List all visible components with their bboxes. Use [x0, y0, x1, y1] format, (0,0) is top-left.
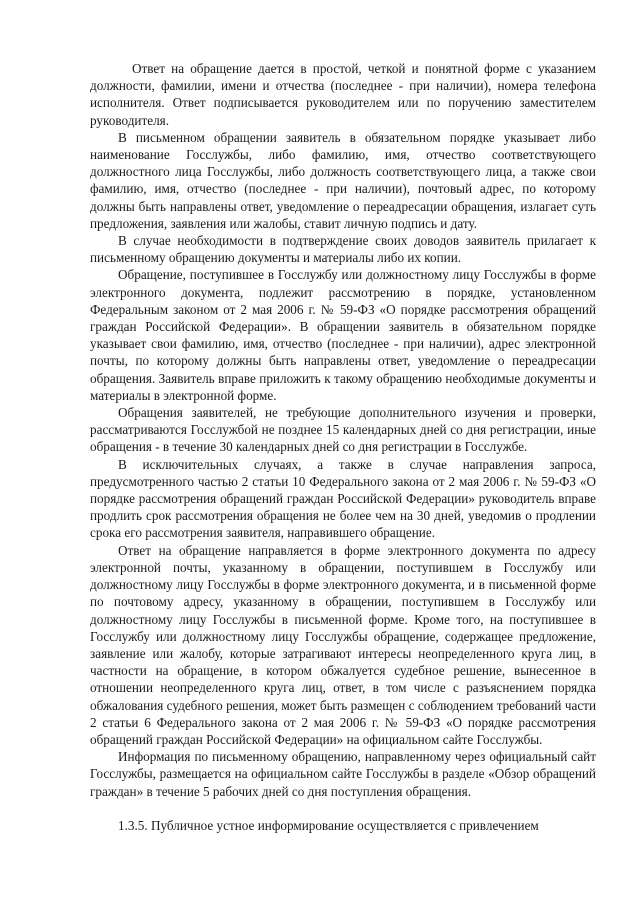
paragraph-review-terms: Обращения заявителей, не требующие дополнительного изучения и проверки, рассматриваются Госслужбой не позднее 15 календарных дней со дня регистрации, иные обращения - в течение 30 календарных дней со дня регистрации в Госслужбе. — [90, 405, 596, 455]
paragraph-answer-delivery: Ответ на обращение направляется в форме электронного документа по адресу электронной почты, указанному в обращении, поступившем в Госслужбу или должностному лицу Госслужбы в форме электронного документа, и в письменной форме по почтовому адресу, указанному в обращении, поступившем в Госслужбу или должностному лицу Госслужбы в письменной форме. Кроме того, на поступившее в Госслужбу или должностному лицу Госслужбы обращение, содержащее предложение, заявление или жалобу, которые затрагивают интересы неопределенного круга лиц, в частности на обращение, в котором обжалуется судебное решение, вынесенное в отношении неопределенного круга лиц, ответ, в том числе с разъяснением порядка обжалования судебного решения, может быть размещен с соблюдением требований части 2 статьи 6 Федерального закона от 2 мая 2006 г. № 59-ФЗ «О порядке рассмотрения обращений граждан Российской Федерации» на официальном сайте Госслужбы. — [90, 542, 596, 747]
paragraph-electronic-request: Обращение, поступившее в Госслужбу или должностному лицу Госслужбы в форме электронного документа, подлежит рассмотрению в порядке, установленном Федеральным законом от 2 мая 2006 г. № 59-ФЗ «О порядке рассмотрения обращений граждан Российской Федерации». В обращении заявитель в обязательном порядке указывает свои фамилию, имя, отчество (последнее - при наличии), адрес электронной почты, по которому должны быть направлены ответ, уведомление о переадресации обращения. Заявитель вправе приложить к такому обращению необходимые документы и материалы в электронной форме. — [90, 267, 596, 403]
section-1-3-5: 1.3.5. Публичное устное информирование осуществляется с привлечением — [118, 817, 539, 833]
paragraph-answer-form: Ответ на обращение дается в простой, четкой и понятной форме с указанием должности, фамилии, имени и отчества (последнее - при наличии), номера телефона исполнителя. Ответ подписывается руководителем или по поручению заместителем руководителя. — [90, 61, 596, 128]
document-body — [90, 60, 596, 834]
paragraph-website-info: Информация по письменному обращению, направленному через официальный сайт Госслужбы, размещается на официальном сайте Госслужбы в разделе «Обзор обращений граждан» в течение 5 рабочих дней со дня поступления обращения. — [90, 749, 596, 799]
paragraph-written-request: В письменном обращении заявитель в обязательном порядке указывает либо наименование Госслужбы, либо фамилию, имя, отчество соответствующего должностного лица Госслужбы, либо должность соответствующего лица, а также свои фамилию, имя, отчество (последнее - при наличии), почтовый адрес, по которому должны быть направлены ответ, уведомление о переадресации обращения, излагает суть предложения, заявления или жалобы, ставит личную подпись и дату. — [90, 129, 596, 231]
paragraph-attachments: В случае необходимости в подтверждение своих доводов заявитель прилагает к письменному обращению документы и материалы либо их копии. — [90, 233, 596, 266]
paragraph-term-extension: В исключительных случаях, а также в случае направления запроса, предусмотренного частью 2 статьи 10 Федерального закона от 2 мая 2006 г. № 59-ФЗ «О порядке рассмотрения обращений граждан Российской Федерации» руководитель вправе продлить срок рассмотрения обращения не более чем на 30 дней, уведомив о продлении срока его рассмотрения заявителя, направившего обращение. — [90, 456, 596, 541]
